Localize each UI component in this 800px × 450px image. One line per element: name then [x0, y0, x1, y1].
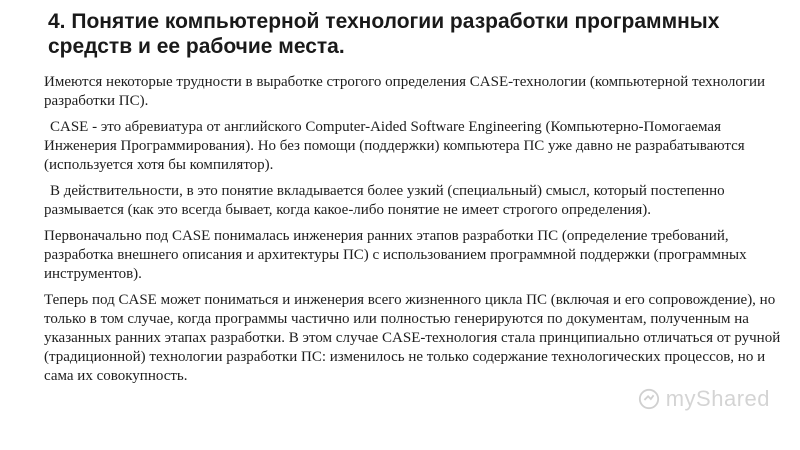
- paragraph-original-meaning: Первоначально под CASE понималась инженерия ранних этапов разработки ПС (определение требований, разработка внешнего описания и архитектуры ПС) с использованием программной поддержки (программных инструментов).: [44, 228, 747, 282]
- paragraph-intro: Имеются некоторые трудности в выработке строгого определения CASE-технологии (компьютерной технологии разработки ПС).: [44, 74, 766, 109]
- myshared-logo-icon: [638, 388, 660, 410]
- paragraph-case-definition: CASE - это абревиатура от английского Computer-Aided Software Engineering (Компьютерно-Помогаемая Инженерия Программирования). Но без помощи (поддержки) компьютера ПС уже давно не разрабатываются (используется хотя бы компилятор).: [44, 119, 745, 173]
- paragraph-current-meaning: Теперь под CASE может пониматься и инженерия всего жизненного цикла ПС (включая и его сопровождение), но только в том случае, когда программы частично или полностью генерируются по документам, полученным на указанных ранних этапах разработки. В этом случае CASE-технология стала принципиально отличаться от ручной (традиционной) технологии разработки ПС: изменилось не только содержание технологических процессов, но и сама их совокупность.: [44, 292, 781, 384]
- watermark: [638, 386, 770, 412]
- paragraph-narrow-meaning: В действительности, в это понятие вкладывается более узкий (специальный) смысл, который постепенно размывается (как это всегда бывает, когда какое-либо понятие не имеет строгого определения).: [44, 183, 725, 218]
- slide-title: 4. Понятие компьютерной технологии разработки программных средств и ее рабочие места.: [48, 10, 720, 58]
- watermark-text: myShared: [665, 386, 770, 411]
- slide-body: [44, 73, 792, 393]
